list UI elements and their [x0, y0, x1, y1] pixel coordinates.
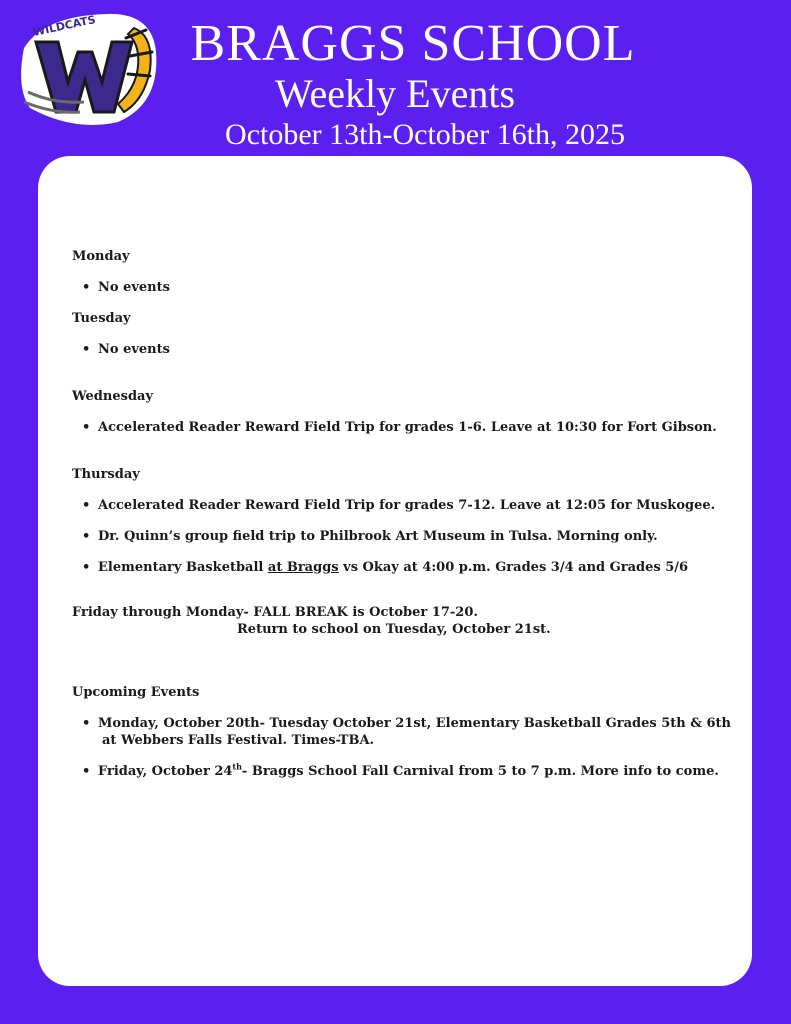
day-wednesday: Wednesday: [72, 389, 154, 404]
upcoming-item-2-suffix: th: [232, 761, 242, 772]
tuesday-list: [72, 341, 732, 358]
list-item: [98, 763, 732, 780]
day-monday: Monday: [72, 249, 130, 264]
upcoming-item-1-line-1: • Monday, October 20th- Tuesday October 21st, Elementary Basketball Grades 5th & 6th: [98, 716, 731, 731]
list-item: • No events: [98, 341, 732, 358]
fall-break-line: Friday through Monday- FALL BREAK is October 17-20.: [72, 605, 478, 620]
logo-text: WILDCATS: [31, 13, 97, 39]
upcoming-item-1-line-2: at Webbers Falls Festival. Times-TBA.: [102, 733, 375, 748]
monday-list: [72, 279, 732, 296]
return-to-school-line: Return to school on Tuesday, October 21st.: [237, 622, 551, 637]
list-item: [98, 559, 732, 576]
basketball-text-before: Elementary Basketball: [98, 560, 268, 575]
events-content: [72, 248, 732, 780]
basketball-location: at Braggs: [267, 560, 339, 575]
list-item: [98, 715, 732, 749]
upcoming-item-2-text: - Braggs School Fall Carnival from 5 to 7 p.m. More info to come.: [241, 764, 719, 779]
basketball-text-after: vs Okay at 4:00 p.m. Grades 3/4 and Grades 5/6: [338, 560, 689, 575]
thursday-list: [72, 497, 732, 576]
wednesday-list: [72, 419, 732, 436]
upcoming-item-2-date: Friday, October 24: [98, 764, 233, 779]
list-item: • Accelerated Reader Reward Field Trip for grades 1-6. Leave at 10:30 for Fort Gibson.: [98, 419, 732, 436]
upcoming-list: [72, 715, 732, 780]
day-tuesday: Tuesday: [72, 311, 131, 326]
school-title: BRAGGS SCHOOL: [190, 15, 636, 72]
page-subtitle: Weekly Events: [274, 71, 516, 116]
list-item: • Dr. Quinn’s group field trip to Philbrook Art Museum in Tulsa. Morning only.: [98, 528, 732, 545]
list-item: • No events: [98, 279, 732, 296]
list-item: • Accelerated Reader Reward Field Trip for grades 7-12. Leave at 12:05 for Muskogee.: [98, 497, 732, 514]
wildcats-logo-icon: [14, 8, 160, 130]
upcoming-events-heading: Upcoming Events: [72, 685, 200, 700]
day-thursday: Thursday: [72, 467, 140, 482]
date-range: October 13th-October 16th, 2025: [225, 118, 625, 151]
